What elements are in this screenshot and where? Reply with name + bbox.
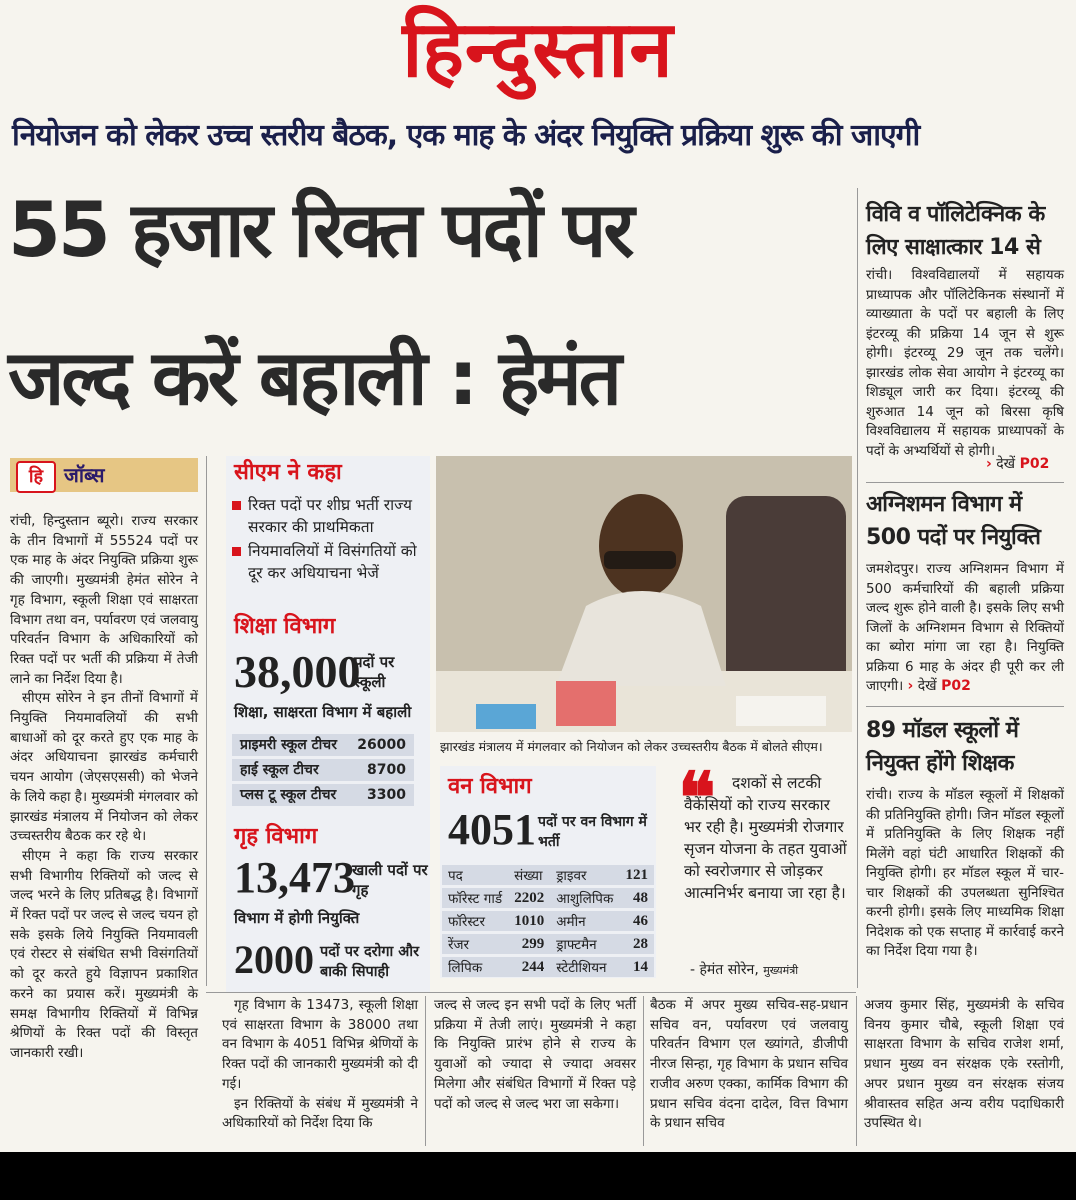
divider	[866, 482, 1064, 483]
table-cell: 244	[508, 957, 550, 977]
table-cell: 1010	[508, 911, 550, 931]
side-story-3-text: रांची। राज्य के मॉडल स्कूलों में शिक्षकों की प्रतिनियुक्ति होगी। जिन मॉडल स्कूलों में प्रतिनियुक्ति के लिए शिक्षक नहीं मिलेंगे वहां घंटी आधारित शिक्षकों की नियुक्ति होगी। हर मॉडल स्कूल में चार-चार शिक्षकों की उपलब्धता सुनिश्चित करनी होगी। इसके लिए माध्यमिक शिक्षा निदेशक को एक सप्ताह में कार्रवाई करने का निर्देश दिया गया है।	[866, 787, 1064, 959]
hindustan-logo-icon: हि	[16, 461, 56, 493]
see-label: देखें	[917, 678, 937, 694]
masthead-logo: हिन्दुस्तान	[402, 4, 674, 95]
table-cell: लिपिक	[442, 957, 508, 977]
side-story-1-link[interactable]	[986, 454, 1049, 473]
table-row	[442, 934, 654, 954]
table-cell: ड्राफ्टमैन	[550, 934, 619, 954]
side-story-2-text	[866, 560, 1064, 697]
column-divider	[206, 456, 207, 986]
table-cell: फॉरेस्टर	[442, 911, 508, 931]
divider	[206, 992, 856, 993]
side-story-1-heading: विवि व पॉलिटेक्निक के लिए साक्षात्कार 14 से	[866, 202, 1045, 260]
cm-said-heading: सीएम ने कहा	[234, 460, 342, 485]
home-number: 13,473	[234, 853, 355, 902]
quote-mark-icon: ❝	[678, 756, 716, 839]
cm-photo-illustration	[436, 456, 852, 732]
story-para: इन रिक्तियों के संबंध में मुख्यमंत्री ने अधिकारियों को निर्देश दिया कि	[222, 1095, 418, 1132]
chevron-right-icon: ›	[907, 678, 914, 694]
side-story-2-link[interactable]	[908, 678, 971, 694]
story-column-1	[10, 512, 198, 1064]
story-column-5: अजय कुमार सिंह, मुख्यमंत्री के सचिव विनय कुमार चौबे, स्कूली शिक्षा एवं साक्षरता विभाग के सचिव राजेश शर्मा, प्रधान मुख्य वन संरक्षक एके रस्तोगी, अपर प्रधान मुख्य वन संरक्षक संजय श्रीवास्तव सहित अन्य वरीय पदाधिकारी उपस्थित थे।	[864, 997, 1064, 1132]
column-divider	[857, 188, 858, 988]
story-para-3: सीएम ने कहा कि राज्य सरकार सभी विभागीय रिक्तियों को जल्द से जल्द भरने के लिए प्रतिबद्ध है। विभागों में रिक्त पदों पर जल्द से जल्द चयन हो सके इसके लिये नियुक्ति नियमावली एवं रोस्टर से संबंधित सभी विसंगतियों को दूर करते हुये विज्ञापन प्रकाशित करने का प्रयास करें। मुख्यमंत्री के समक्ष विभागीय रिक्तियों में विभिन्न श्रेणियों के रिक्त पदों की विस्तृत जानकारी रखी।	[10, 847, 198, 1061]
table-cell: 46	[619, 911, 654, 931]
page-ref: P02	[1019, 456, 1050, 472]
side-story-2-body: जमशेदपुर। राज्य अग्निशमन विभाग में 500 कर्मचारियों की बहाली प्रक्रिया जल्द शुरू होने वाली है। इसके लिए सभी जिलों के अग्निशमन विभाग से रिक्तियों का ब्योरा मांगा जा रहा है। नियुक्ति प्रक्रिया 6 माह के अंदर ही पूरी कर ली जाएगी।	[866, 561, 1064, 694]
deck-headline: नियोजन को लेकर उच्च स्तरीय बैठक, एक माह के अंदर नियुक्ति प्रक्रिया शुरू की जाएगी	[12, 118, 920, 153]
education-heading: शिक्षा विभाग	[234, 614, 336, 639]
table-cell: फॉरेस्ट गार्ड	[442, 888, 508, 908]
side-story-2-heading: अग्निशमन विभाग में 500 पदों पर नियुक्ति	[866, 492, 1041, 550]
education-text: पदों पर स्कूली	[354, 653, 395, 691]
see-label: देखें	[996, 456, 1016, 472]
table-cell: पद	[442, 865, 508, 885]
quote-author	[690, 960, 850, 979]
home-subtext: विभाग में होगी नियुक्ति	[234, 909, 360, 927]
cm-said-list	[226, 494, 426, 584]
story-column-2	[222, 996, 418, 1134]
story-para-1: रांची, हिन्दुस्तान ब्यूरो। राज्य सरकार के तीन विभागों में 55524 पदों पर एक माह के अंदर नियुक्ति प्रक्रिया शुरू की जाएगी। मुख्यमंत्री हेमंत सोरेन ने गृह विभाग, स्कूली शिक्षा एवं साक्षरता विभाग तथा वन, पर्यावरण एवं जलवायु परिवर्तन विभाग के अधिकारियों को रिक्त पदों पर भर्ती की प्रक्रिया में तेजी लाने का निर्देश दिया है।	[10, 513, 198, 687]
column-divider	[856, 996, 857, 1146]
education-row	[232, 734, 414, 756]
jobs-tag-label: जॉब्स	[64, 463, 105, 487]
jobs-tag	[10, 458, 198, 492]
quote-text: दशकों से लटकी वैकेंसियों को राज्य सरकार भर रही है। मुख्यमंत्री रोजगार सृजन योजना के तहत युवाओं को स्वरोजगार से जोड़कर आत्मनिर्भर बनाया जा रहा है।	[684, 774, 847, 902]
chevron-right-icon: ›	[986, 456, 992, 472]
education-table	[232, 734, 414, 809]
home-text-2: पदों पर दरोगा और बाकी सिपाही	[320, 944, 420, 980]
education-row	[232, 759, 414, 781]
education-row-value: 8700	[367, 762, 406, 778]
education-row-value: 3300	[367, 787, 406, 803]
education-subtext: शिक्षा, साक्षरता विभाग में बहाली	[234, 703, 412, 721]
table-cell: अमीन	[550, 911, 619, 931]
education-row-label: प्राइमरी स्कूल टीचर	[240, 737, 337, 753]
table-cell: स्टेटीशियन	[550, 957, 619, 977]
table-cell: संख्या	[508, 865, 550, 885]
table-cell: 48	[619, 888, 654, 908]
photo-caption: झारखंड मंत्रालय में मंगलवार को नियोजन को लेकर उच्चस्तरीय बैठक में बोलते सीएम।	[440, 739, 823, 754]
education-row	[232, 784, 414, 806]
table-row	[442, 957, 654, 977]
table-cell: रेंजर	[442, 934, 508, 954]
table-row	[442, 888, 654, 908]
table-cell: आशुलिपिक	[550, 888, 619, 908]
table-cell: 121	[619, 865, 654, 885]
cm-photo	[436, 456, 852, 732]
column-divider	[643, 996, 644, 1146]
table-cell: 2202	[508, 888, 550, 908]
headline-line-1: 55 हजार रिक्त पदों पर	[8, 185, 632, 274]
headline-line-2: जल्द करें बहाली : हेमंत	[8, 333, 619, 422]
story-para-2: सीएम सोरेन ने इन तीनों विभागों में नियुक्ति नियमावलियों की सभी बाधाओं को दूर करते हुए एक माह के अंदर अधियाचना झारखंड कर्मचारी चयन आयोग (जेएसएससी) को भेजने के लिये कहा है। मुख्यमंत्री मंगलवार को झारखंड मंत्रालय में नियोजन को लेकर उच्चस्तरीय बैठक कर रहे थे।	[10, 690, 198, 845]
quote-author-name: - हेमंत सोरेन,	[690, 962, 759, 978]
cm-said-bullet: रिक्त पदों पर शीघ्र भर्ती राज्य सरकार की प्राथमिकता	[226, 494, 426, 538]
education-number: 38,000	[234, 646, 361, 697]
cm-said-bullet: नियमावलियों में विसंगतियों को दूर कर अधियाचना भेजें	[226, 540, 426, 584]
home-text: खाली पदों पर गृह	[352, 861, 428, 899]
story-column-4: बैठक में अपर मुख्य सचिव-सह-प्रधान सचिव वन, पर्यावरण एवं जलवायु परिवर्तन विभाग एल ख्यांगते, डीजीपी नीरज सिन्हा, गृह विभाग के प्रधान सचिव राजीव अरुण एक्का, कार्मिक विभाग की प्रधान सचिव वंदना दादेल, वित्त विभाग के प्रधान सचिव	[650, 997, 848, 1132]
forest-number: 4051	[448, 805, 536, 854]
column-divider	[425, 996, 426, 1146]
forest-text: पदों पर वन विभाग में भर्ती	[538, 814, 647, 850]
home-heading: गृह विभाग	[234, 824, 318, 849]
home-number-2: 2000	[234, 937, 314, 982]
forest-table	[442, 862, 654, 980]
story-column-3: जल्द से जल्द इन सभी पदों के लिए भर्ती प्रक्रिया में तेजी लाएं। मुख्यमंत्री ने कहा कि नियुक्ति प्रारंभ होने से राज्य के युवाओं को ज्यादा से ज्यादा अवसर मिलेगा और संबंधित विभागों में रिक्त पड़े पदों को जल्द से जल्द भरा जा सकेगा।	[434, 997, 636, 1112]
education-row-label: प्लस टू स्कूल टीचर	[240, 787, 337, 803]
table-row	[442, 911, 654, 931]
forest-table-grid	[442, 862, 654, 980]
side-story-3-heading: 89 मॉडल स्कूलों में नियुक्त होंगे शिक्षक	[866, 718, 1019, 776]
table-cell: 28	[619, 934, 654, 954]
side-story-1-text: रांची। विश्वविद्यालयों में सहायक प्राध्यापक और पॉलिटेकिनक संस्थानों में व्याख्याता के पदों पर बहाली के लिए इंटरव्यू की प्रक्रिया 14 जून से शुरू होगी। इंटरव्यू 29 जून तक चलेंगे। झारखंड लोक सेवा आयोग ने इंटरव्यू का शिड्यूल जारी कर दिया। इंटरव्यू की शुरुआत 14 जून को बिरसा कृषि विश्वविद्यालय में सहायक प्राध्यापकों के पदों के अभ्यर्थियों से होगी।	[866, 267, 1064, 459]
education-row-value: 26000	[357, 737, 406, 753]
education-row-label: हाई स्कूल टीचर	[240, 762, 319, 778]
table-row	[442, 865, 654, 885]
table-cell: 299	[508, 934, 550, 954]
forest-heading: वन विभाग	[448, 774, 532, 799]
table-cell: 14	[619, 957, 654, 977]
page-ref: P02	[941, 678, 971, 694]
table-cell: ड्राइवर	[550, 865, 619, 885]
story-para: गृह विभाग के 13473, स्कूली शिक्षा एवं साक्षरता विभाग के 38000 तथा वन विभाग के 4051 विभिन्न श्रेणियों के रिक्त पदों की जानकारी मुख्यमंत्री को दी गई।	[222, 997, 418, 1092]
divider	[866, 706, 1064, 707]
quote-author-role: मुख्यमंत्री	[763, 964, 799, 977]
